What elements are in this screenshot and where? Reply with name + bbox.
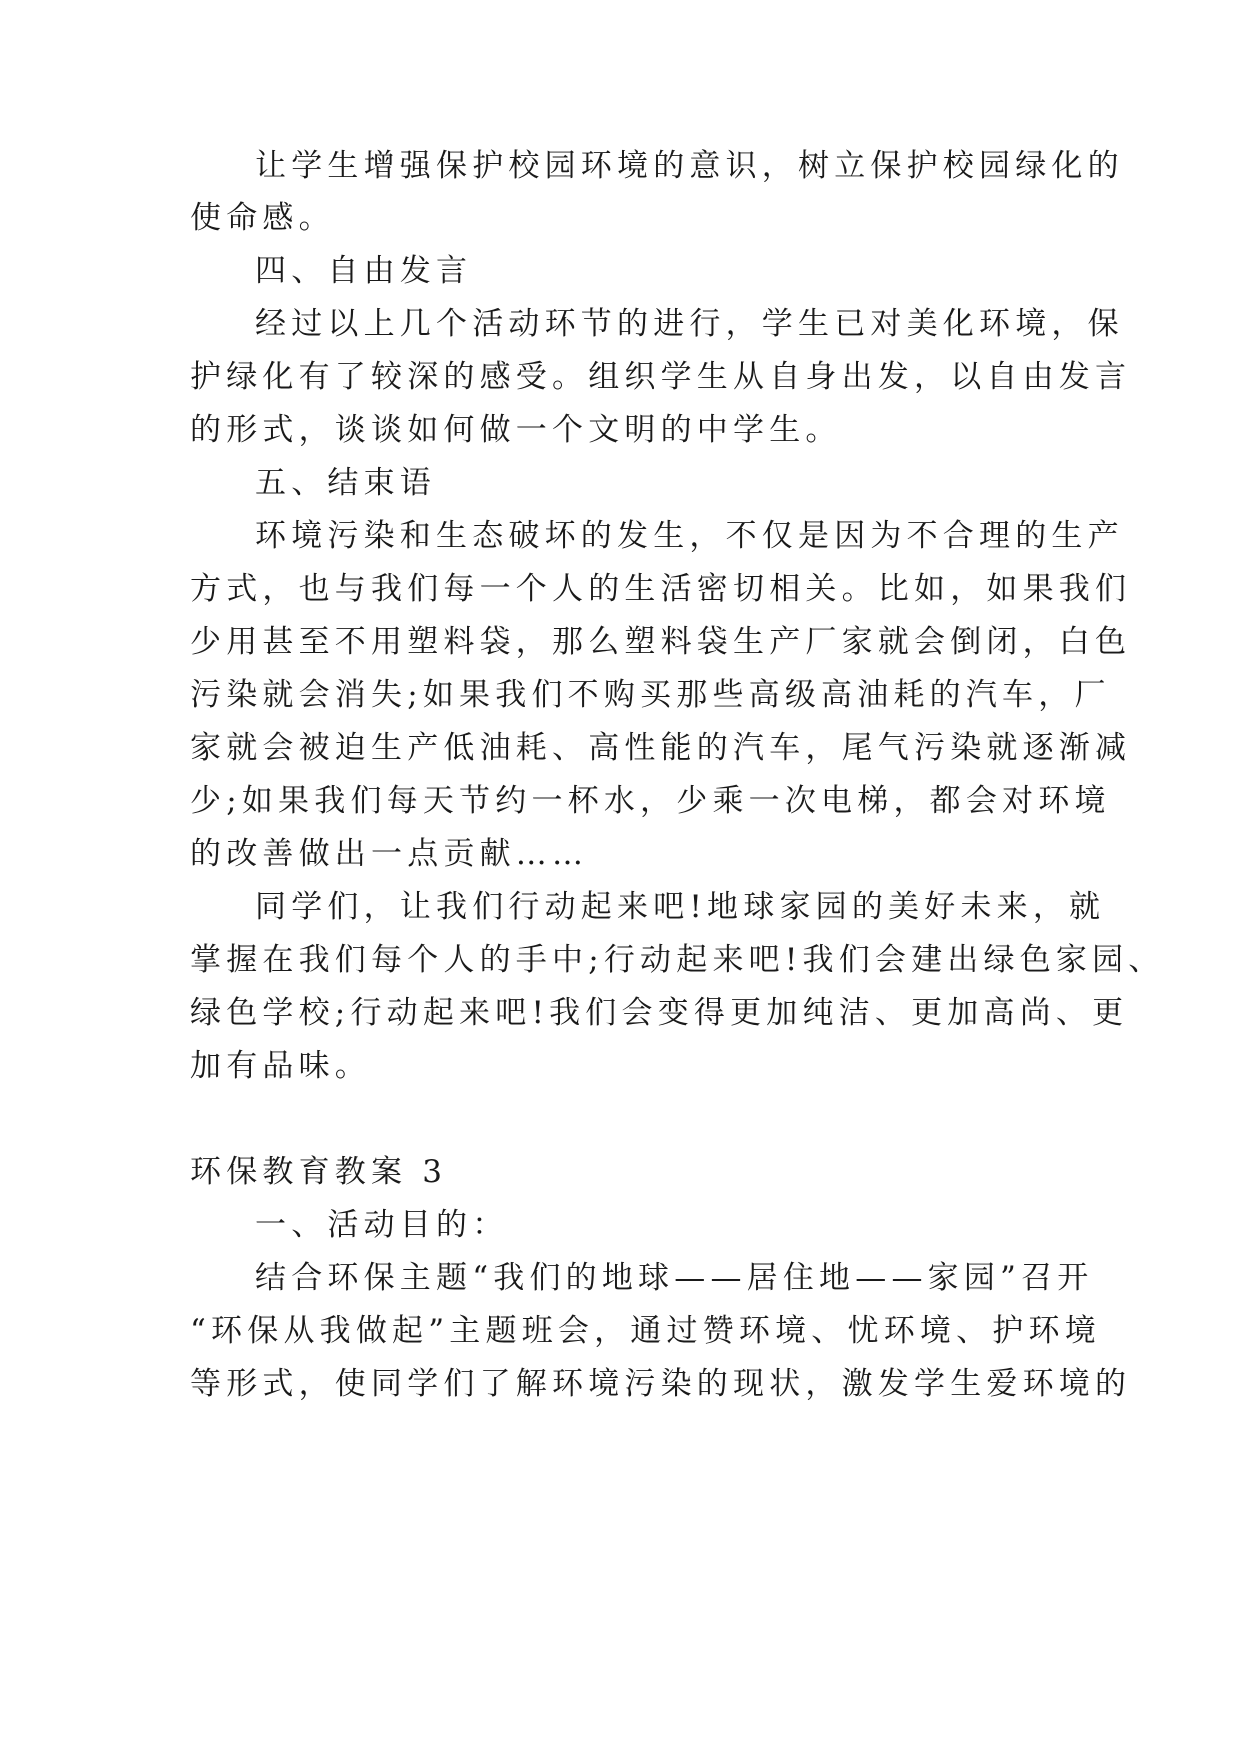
text-line: 少;如果我们每天节约一杯水，少乘一次电梯，都会对环境 — [190, 783, 1111, 819]
text-line: 污染就会消失;如果我们不购买那些高级高油耗的汽车，厂 — [190, 677, 1111, 713]
text-line: 方式，也与我们每一个人的生活密切相关。比如，如果我们 — [190, 571, 1132, 607]
section-heading: 五、结束语 — [255, 465, 436, 501]
text-line: 家就会被迫生产低油耗、高性能的汽车，尾气污染就逐渐减 — [190, 730, 1132, 766]
text-line: 让学生增强保护校园环境的意识，树立保护校园绿化的 — [255, 148, 1124, 184]
text-line: 环境污染和生态破坏的发生，不仅是因为不合理的生产 — [255, 518, 1124, 554]
section-heading: 四、自由发言 — [255, 253, 473, 289]
text-line: 经过以上几个活动环节的进行，学生已对美化环境，保 — [255, 306, 1124, 342]
text-line: 同学们，让我们行动起来吧!地球家园的美好未来，就 — [255, 889, 1106, 925]
text-line: 结合环保主题“我们的地球——居住地——家园”召开 — [255, 1260, 1094, 1296]
text-line: 护绿化有了较深的感受。组织学生从自身出发，以自由发言 — [190, 359, 1132, 395]
text-line: 等形式，使同学们了解环境污染的现状，激发学生爱环境的 — [190, 1366, 1132, 1402]
text-line: 少用甚至不用塑料袋，那么塑料袋生产厂家就会倒闭，白色 — [190, 624, 1132, 660]
text-line: 的形式，谈谈如何做一个文明的中学生。 — [190, 412, 842, 448]
text-line: 加有品味。 — [190, 1048, 371, 1084]
document-title: 环保教育教案 3 — [190, 1154, 448, 1190]
text-line: 使命感。 — [190, 200, 335, 236]
section-heading: 一、活动目的： — [255, 1207, 509, 1243]
text-line: 的改善做出一点贡献…… — [190, 836, 589, 872]
text-line: 绿色学校;行动起来吧!我们会变得更加纯洁、更加高尚、更 — [190, 995, 1129, 1031]
text-line: “环保从我做起”主题班会，通过赞环境、忧环境、护环境 — [190, 1313, 1101, 1349]
text-line: 掌握在我们每个人的手中;行动起来吧!我们会建出绿色家园、 — [190, 942, 1165, 978]
